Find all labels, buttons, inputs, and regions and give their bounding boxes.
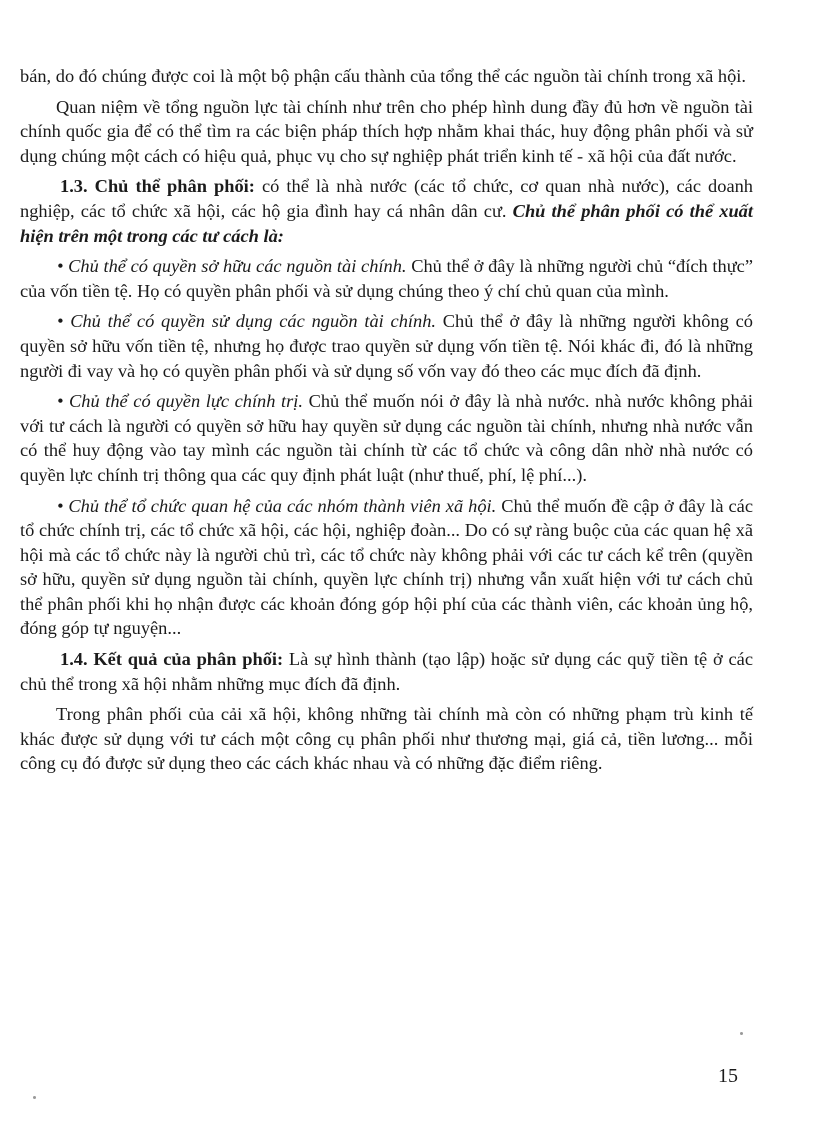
paragraph-financial-resources: [20, 95, 753, 169]
section-1-4: [20, 647, 753, 696]
bullet-text-political-power: Chủ thể muốn nói ở đây là nhà nước. nhà nước không phải với tư cách là người có quyền sở hữu hay quyền sử dụng các nguồn tài chính, nhưng nhà nước vẫn có thể huy động vào tay mình các nguồn tài chính từ các tổ chức và công dân nhờ nhà nước có quyền lực chính trị thông qua các quy định phát luật (như thuế, phí, lệ phí...).: [20, 391, 753, 485]
section-text-1-3: có thể là nhà nước (các tổ chức, cơ quan nhà nước), các doanh nghiệp, các tổ chức xã hội, các hộ gia đình hay cá nhân dân cư.: [20, 176, 753, 221]
paragraph-distribution-tools: [20, 702, 753, 776]
bullet-title-social-organizations: • Chủ thể tổ chức quan hệ của các nhóm thành viên xã hội.: [57, 495, 497, 516]
bullet-social-organizations: [20, 494, 753, 642]
bullet-text-social-organizations: Chủ thể muốn đề cập ở đây là các tổ chức chính trị, các tổ chức xã hội, các hội, nghiệp đoàn... Do có sự ràng buộc của các quan hệ xã hội mà các tổ chức này là người chủ trì, các tổ chức này không phải với các tư cách kể trên (quyền sở hữu, quyền sử dụng nguồn tài chính, quyền lực chính trị) nhưng vẫn xuất hiện với tư cách chủ thể phân phối khi họ nhận được các khoản đóng góp hội phí của các thành viên, các khoản ủng hộ, đóng góp tự nguyện...: [20, 495, 753, 639]
paragraph-continuation: [20, 64, 753, 89]
bullet-ownership: [20, 254, 753, 303]
section-emphasis-1-3: Chủ thể phân phối có thể xuất hiện trên một trong các tư cách là:: [20, 200, 753, 246]
bullet-title-ownership: • Chủ thể có quyền sở hữu các nguồn tài chính.: [57, 256, 407, 277]
paragraph-text: bán, do đó chúng được coi là một bộ phận cấu thành của tổng thể các nguồn tài chính trong xã hội.: [20, 66, 747, 86]
bullet-political-power: [20, 389, 753, 487]
page-number: 15: [718, 1065, 738, 1087]
page-body: [20, 64, 753, 782]
scan-speck: [33, 1096, 36, 1099]
bullet-text-ownership: Chủ thể ở đây là những người chủ “đích thực” của vốn tiền tệ. Họ có quyền phân phối và sử dụng chúng theo ý chí chủ quan của mình.: [20, 256, 753, 301]
scan-speck: [740, 1032, 743, 1035]
section-text-1-4: Là sự hình thành (tạo lập) hoặc sử dụng các quỹ tiền tệ ở các chủ thể trong xã hội nhằm những mục đích đã định.: [20, 649, 754, 694]
bullet-title-usage-rights: • Chủ thể có quyền sử dụng các nguồn tài chính.: [57, 311, 436, 332]
section-heading-1-3: 1.3. Chủ thể phân phối:: [60, 176, 255, 197]
section-heading-1-4: 1.4. Kết quả của phân phối:: [60, 649, 284, 670]
paragraph-text: Trong phân phối của cải xã hội, không những tài chính mà còn có những phạm trù kinh tế khác được sử dụng với tư cách một công cụ phân phối như thương mại, giá cả, tiền lương... mỗi công cụ đó được sử dụng theo các cách khác nhau và có những đặc điểm riêng.: [20, 704, 753, 774]
section-1-3: [20, 174, 753, 248]
paragraph-text: Quan niệm về tổng nguồn lực tài chính như trên cho phép hình dung đầy đủ hơn về nguồn tài chính quốc gia để có thể tìm ra các biện pháp thích hợp nhằm khai thác, huy động phân phối và sử dụng chúng một cách có hiệu quả, phục vụ cho sự nghiệp phát triển kinh tế - xã hội của đất nước.: [20, 96, 753, 166]
bullet-title-political-power: • Chủ thể có quyền lực chính trị.: [57, 391, 303, 412]
bullet-text-usage-rights: Chủ thể ở đây là những người không có quyền sở hữu vốn tiền tệ, nhưng họ được trao quyền sử dụng vốn tiền tệ. Nói khác đi, đó là những người đi vay và họ có quyền phân phối và sử dụng số vốn vay đó theo các mục đích đã định.: [20, 311, 753, 381]
bullet-usage-rights: [20, 309, 753, 383]
